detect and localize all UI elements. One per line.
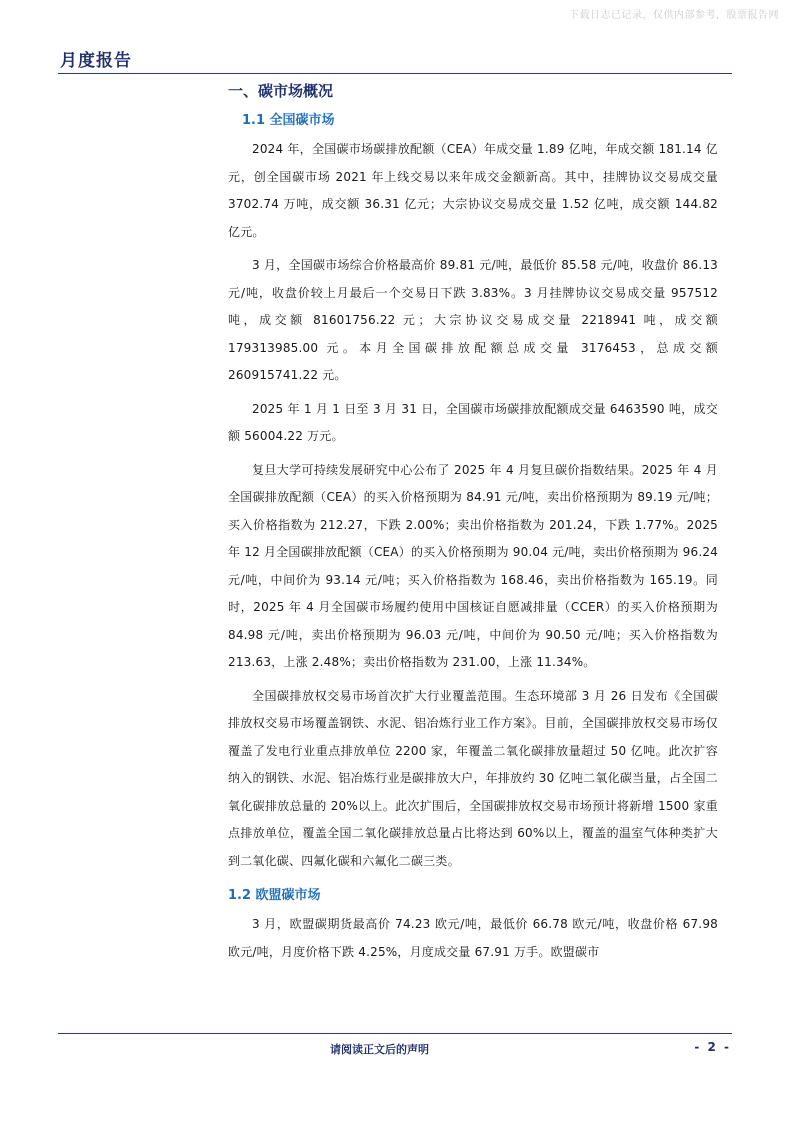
footer-disclaimer-note: 请阅读正文后的声明 — [330, 1043, 429, 1056]
paragraph: 复旦大学可持续发展研究中心公布了 2025 年 4 月复旦碳价指数结果。2025 年 4 月全国碳排放配额（CEA）的买入价格预期为 84.91 元/吨，卖出价格预期为 89.19 元/吨；买入价格指数为 212.27，下跌 2.00%；卖出价格指数为 201.24，下跌 1.77%。2025 年 12 月全国碳排放配额（CEA）的买入价格预期为 90.04 元/吨，卖出价格预期为 96.24 元/吨，中间价为 93.14 元/吨；买入价格指数为 168.46，卖出价格指数为 165.19。同时，2025 年 4 月全国碳市场履约使用中国核证自愿减排量（CCER）的买入价格预期为 84.98 元/吨，卖出价格预期为 96.03 元/吨，中间价为 90.50 元/吨；买入价格指数为 213.63，上涨 2.48%；卖出价格指数为 231.00，上涨 11.34%。 — [228, 462, 718, 669]
main-content — [228, 76, 718, 972]
page-number: - 2 - — [694, 1040, 731, 1054]
paragraph: 全国碳排放权交易市场首次扩大行业覆盖范围。生态环境部 3 月 26 日发布《全国碳排放权交易市场覆盖钢铁、水泥、铝冶炼行业工作方案》。目前，全国碳排放权交易市场仅覆盖了发电行业重点排放单位 2200 家，年覆盖二氧化碳排放量超过 50 亿吨。此次扩容纳入的钢铁、水泥、铝冶炼行业是碳排放大户，年排放约 30 亿吨二氧化碳当量，占全国二氧化碳排放总量的 20%以上。此次扩围后，全国碳排放权交易市场预计将新增 1500 家重点排放单位，覆盖全国二氧化碳排放总量占比将达到 60%以上，覆盖的温室气体种类扩大到二氧化碳、四氟化碳和六氟化二碳三类。 — [228, 688, 718, 868]
report-title: 月度报告 — [60, 51, 132, 71]
paragraph: 2025 年 1 月 1 日至 3 月 31 日，全国碳市场碳排放配额成交量 6463590 吨，成交额 56004.22 万元。 — [228, 401, 718, 443]
section-heading: 一、碳市场概况 — [228, 82, 334, 100]
paragraph: 3 月，全国碳市场综合价格最高价 89.81 元/吨，最低价 85.58 元/吨，收盘价 86.13 元/吨，收盘价较上月最后一个交易日下跌 3.83%。3 月挂牌协议交易成交量 957512 吨，成交额 81601756.22 元；大宗协议交易成交量 2218941 吨，成交额 179313985.00 元。本月全国碳排放配额总成交量 3176453，总成交额 260915741.22 元。 — [228, 258, 718, 382]
footer-divider — [58, 1033, 732, 1034]
header-divider — [58, 73, 732, 74]
watermark-text: 下载日志已记录，仅供内部参考，股票报告网 — [569, 10, 779, 21]
paragraph: 2024 年，全国碳市场碳排放配额（CEA）年成交量 1.89 亿吨，年成交额 181.14 亿元，创全国碳市场 2021 年上线交易以来年成交金额新高。其中，挂牌协议交易成交量 3702.74 万吨，成交额 36.31 亿元；大宗协议交易成交量 1.52 亿吨，成交额 144.82 亿元。 — [228, 142, 718, 239]
subsection-heading-eu: 1.2 欧盟碳市场 — [228, 888, 321, 903]
subsection-heading-national: 1.1 全国碳市场 — [242, 113, 335, 128]
paragraph: 3 月，欧盟碳期货最高价 74.23 欧元/吨，最低价 66.78 欧元/吨，收盘价格 67.98 欧元/吨，月度价格下跌 4.25%，月度成交量 67.91 万手。欧盟碳市 — [228, 917, 718, 959]
